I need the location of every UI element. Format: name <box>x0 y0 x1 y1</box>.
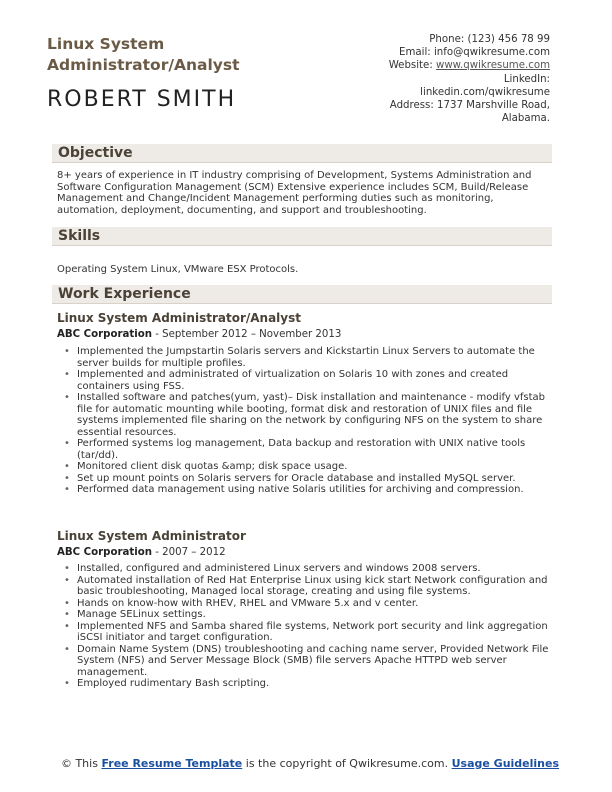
list-item: • Employed rudimentary Bash scripting. <box>57 678 552 690</box>
list-item: • Set up mount points on Solaris servers for Oracle database and installed MySQL server. <box>57 473 552 485</box>
job-dates: - September 2012 – November 2013 <box>151 329 342 340</box>
list-item: • Implemented the Jumpstartin Solaris servers and Kickstartin Linux Servers to automate the server builds for multiple profiles. <box>57 346 552 369</box>
contact-block <box>290 33 550 125</box>
list-item: • Implemented and administrated of virtualization on Solaris 10 with zones and created containers using FSS. <box>57 369 552 392</box>
list-item: • Automated installation of Red Hat Enterprise Linux using kick start Network configuration and basic troubleshooting, Managed local storage, creating and using file systems. <box>57 575 552 598</box>
list-item: • Performed systems log management, Data backup and restoration with UNIX native tools (tar/dd). <box>57 438 552 461</box>
free-resume-template-link[interactable]: Free Resume Template <box>101 757 243 770</box>
section-heading-objective: Objective <box>52 144 552 163</box>
section-heading-work-experience: Work Experience <box>52 285 552 304</box>
job-company: ABC Corporation <box>57 329 152 340</box>
list-item: • Hands on know-how with RHEV, RHEL and VMware 5.x and v center. <box>57 598 552 610</box>
objective-text: 8+ years of experience in IT industry comprising of Development, Systems Administration and Software Configuration Management (SCM) Extensive experience includes SCM, Build/Release Management and Change/Incident Management performing duties such as monitoring, automation, deployment, documenting, and support and troubleshooting. <box>57 170 532 216</box>
job-dates: - 2007 – 2012 <box>151 547 226 558</box>
job-company: ABC Corporation <box>57 547 152 558</box>
contact-phone: Phone: (123) 456 78 99 <box>429 34 550 45</box>
job-role: Linux System Administrator <box>57 529 246 543</box>
usage-guidelines-link[interactable]: Usage Guidelines <box>451 757 560 770</box>
footer-middle: is the copyright of Qwikresume.com. <box>242 757 452 770</box>
candidate-name: ROBERT SMITH <box>47 87 237 112</box>
list-item: • Installed, configured and administered Linux servers and windows 2008 servers. <box>57 563 552 575</box>
list-item: • Domain Name System (DNS) troubleshooting and caching name server, Provided Network File System (NFS) and Server Message Block (SMB) file servers Apache HTTPD web server management. <box>57 644 552 679</box>
contact-email: Email: info@qwikresume.com <box>399 47 550 59</box>
job-role: Linux System Administrator/Analyst <box>57 311 301 325</box>
section-heading-skills: Skills <box>52 227 552 246</box>
list-item: • Manage SELinux settings. <box>57 609 552 621</box>
contact-linkedin-label: LinkedIn: <box>503 73 550 85</box>
contact-address-line2: Alabama. <box>501 113 550 125</box>
contact-linkedin-value: linkedin.com/qwikresume <box>420 86 550 98</box>
list-item: • Performed data management using native Solaris utilities for archiving and compression. <box>57 484 552 496</box>
website-link[interactable]: www.qwikresume.com <box>435 60 550 72</box>
contact-address-line1: Address: 1737 Marshville Road, <box>389 100 550 112</box>
list-item: • Implemented NFS and Samba shared file systems, Network port security and link aggregation iSCSI initiator and target configuration. <box>57 621 552 644</box>
footer-prefix: © This <box>60 757 102 770</box>
job-bullet-list <box>57 563 552 690</box>
list-item: • Monitored client disk quotas &amp; disk space usage. <box>57 461 552 473</box>
job-company-line <box>57 329 341 340</box>
contact-website <box>290 59 550 72</box>
job-bullet-list <box>57 346 552 496</box>
copyright-footer <box>60 757 560 770</box>
resume-job-title: Linux System Administrator/Analyst <box>47 35 240 74</box>
job-company-line <box>57 547 226 558</box>
skills-text: Operating System Linux, VMware ESX Protocols. <box>57 264 299 275</box>
list-item: • Installed software and patches(yum, yast)– Disk installation and maintenance - modify vfstab file for automatic mounting while booting, format disk and restoration of UNIX files and file systems implemented file sharing on the network by configuring NFS on the system to share essential resources. <box>57 392 552 438</box>
website-label: Website: <box>388 60 436 72</box>
